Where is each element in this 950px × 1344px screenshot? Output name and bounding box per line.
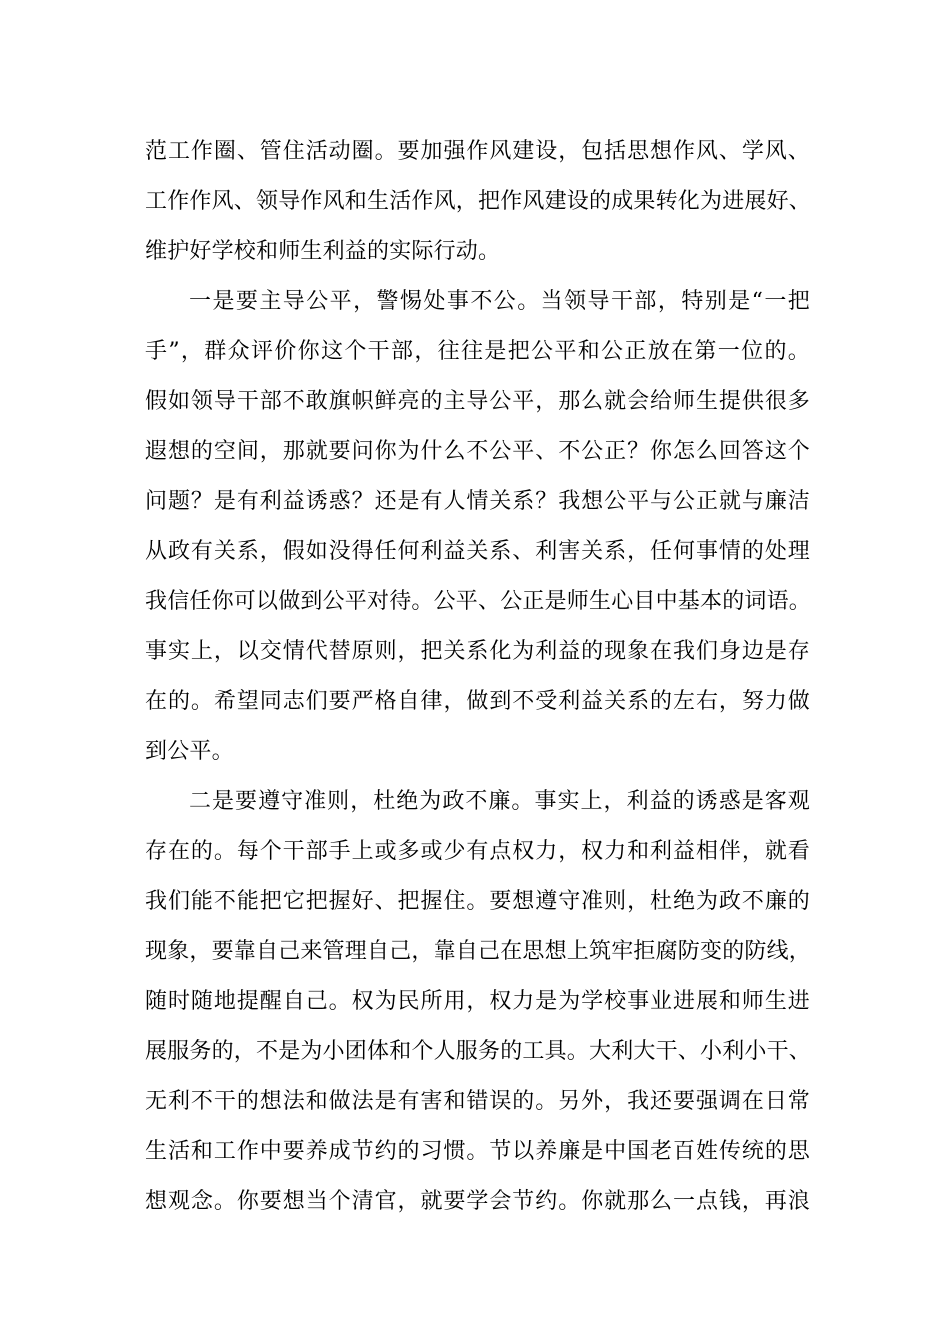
text-line: 到公平。 [145, 739, 234, 764]
text-line: 工作作风、领导作风和生活作风，把作风建设的成果转化为进展好、 [145, 189, 812, 214]
text-line: 在的。希望同志们要严格自律，做到不受利益关系的左右，努力做 [145, 689, 810, 714]
text-line: 假如领导干部不敢旗帜鲜亮的主导公平，那么就会给师生提供很多 [145, 389, 810, 414]
text-line: 我信任你可以做到公平对待。公平、公正是师生心目中基本的词语。 [145, 589, 812, 614]
text-line: 维护好学校和师生利益的实际行动。 [145, 239, 501, 264]
text-line: 展服务的，不是为小团体和个人服务的工具。大利大干、小利小干、 [145, 1039, 812, 1064]
text-line: 从政有关系，假如没得任何利益关系、利害关系，任何事情的处理 [145, 539, 810, 564]
text-line: 想观念。你要想当个清官，就要学会节约。你就那么一点钱，再浪 [145, 1189, 810, 1214]
text-line: 范工作圈、管住活动圈。要加强作风建设，包括思想作风、学风、 [145, 139, 810, 164]
paragraph-first-line: 二是要遵守准则，杜绝为政不廉。事实上，利益的诱惑是客观 [189, 789, 810, 814]
text-line: 随时随地提醒自己。权为民所用，权力是为学校事业进展和师生进 [145, 989, 810, 1014]
text-line: 现象，要靠自己来管理自己，靠自己在思想上筑牢拒腐防变的防线， [145, 939, 812, 964]
text-line: 生活和工作中要养成节约的习惯。节以养廉是中国老百姓传统的思 [145, 1139, 810, 1164]
text-line: 事实上，以交情代替原则，把关系化为利益的现象在我们身边是存 [145, 639, 810, 664]
text-line: 手”，群众评价你这个干部，往往是把公平和公正放在第一位的。 [145, 339, 810, 364]
text-line: 无利不干的想法和做法是有害和错误的。另外，我还要强调在日常 [145, 1089, 810, 1114]
text-line: 问题？是有利益诱惑？还是有人情关系？我想公平与公正就与廉洁 [145, 489, 810, 514]
paragraph-first-line: 一是要主导公平，警惕处事不公。当领导干部，特别是“一把 [189, 289, 810, 314]
text-line: 存在的。每个干部手上或多或少有点权力，权力和利益相伴，就看 [145, 839, 810, 864]
text-line: 我们能不能把它把握好、把握住。要想遵守准则，杜绝为政不廉的 [145, 889, 810, 914]
text-line: 遐想的空间，那就要问你为什么不公平、不公正？你怎么回答这个 [145, 439, 810, 464]
